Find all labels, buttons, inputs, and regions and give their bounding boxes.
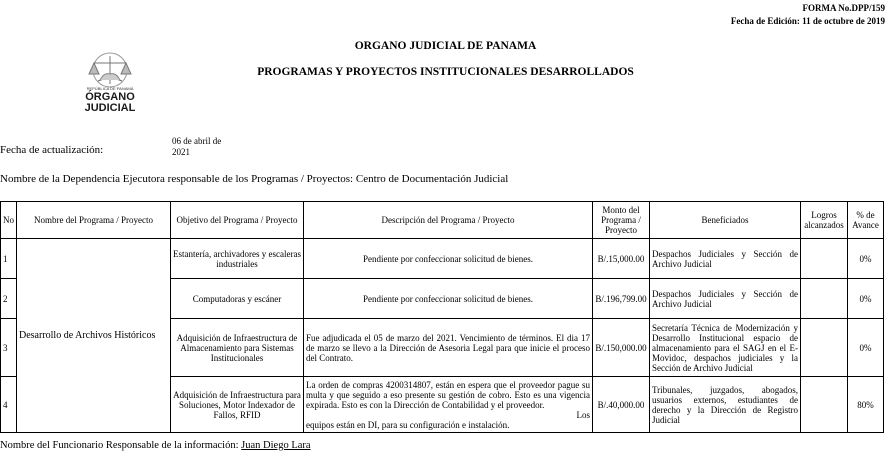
update-date-line1: 06 de abril de — [172, 136, 222, 146]
programs-table — [0, 201, 884, 433]
header-no: No — [1, 202, 17, 239]
update-date-line2: 2021 — [172, 147, 190, 157]
cell-objetivo: Computadoras y escáner — [171, 279, 304, 319]
cell-objetivo: Adquisición de Infraestructura para Soluciones, Motor Indexador de Fallos, RFID — [171, 377, 304, 433]
cell-monto: B/.196,799.00 — [593, 279, 650, 319]
cell-objetivo: Adquisición de Infraestructura de Almacenamiento para Sistemas Institucionales — [171, 319, 304, 377]
cell-monto: B/.150,000.00 — [593, 319, 650, 377]
responsible-official — [0, 440, 311, 451]
cell-descripcion: Pendiente por confeccionar solicitud de bienes. — [304, 239, 593, 279]
cell-no: 2 — [1, 279, 17, 319]
cell-objetivo: Estantería, archivadores y escaleras industriales — [171, 239, 304, 279]
header-nombre: Nombre del Programa / Proyecto — [17, 202, 171, 239]
cell-avance: 0% — [848, 319, 884, 377]
cell-no: 3 — [1, 319, 17, 377]
dependencia-line: Nombre de la Dependencia Ejecutora responsable de los Programas / Proyectos: Centro de Documentación Judicial — [0, 173, 509, 185]
header-objetivo: Objetivo del Programa / Proyecto — [171, 202, 304, 239]
logo-line1: ÓRGANO — [85, 91, 135, 103]
header-descripcion: Descripción del Programa / Proyecto — [304, 202, 593, 239]
update-date — [172, 136, 221, 158]
cell-monto: B/.15,000.00 — [593, 239, 650, 279]
header-avance: % de Avance — [848, 202, 884, 239]
table-row — [1, 239, 884, 279]
footer-name: Juan Diego Lara — [241, 440, 311, 451]
footer-label: Nombre del Funcionario Responsable de la información: — [0, 440, 239, 451]
cell-logros — [801, 377, 848, 433]
update-label: Fecha de actualización: — [0, 144, 104, 156]
cell-beneficiados: Despachos Judiciales y Sección de Archivo Judicial — [650, 279, 801, 319]
cell-logros — [801, 319, 848, 377]
page-title: ORGANO JUDICIAL DE PANAMA — [354, 40, 537, 52]
cell-descripcion — [304, 377, 593, 433]
descripcion-part-a: La orden de compras 4200314807, están en espera que el proveedor pague su multa y que seguido a eso presente su gestión de cobro. Esto es una vigencia expirada. Esto es con la Dirección de Contabilidad y el proveedor. — [306, 379, 590, 410]
form-number: FORMA No.DPP/159 — [802, 3, 885, 13]
cell-avance: 0% — [848, 279, 884, 319]
header-logros: Logros alcanzados — [801, 202, 848, 239]
cell-monto: B/.40,000.00 — [593, 377, 650, 433]
organo-judicial-logo — [60, 50, 160, 112]
cell-logros — [801, 279, 848, 319]
cell-avance: 80% — [848, 377, 884, 433]
cell-descripcion: Pendiente por confeccionar solicitud de bienes. — [304, 279, 593, 319]
header-beneficiados: Beneficiados — [650, 202, 801, 239]
header-monto: Monto del Programa / Proyecto — [593, 202, 650, 239]
cell-descripcion: Fue adjudicada el 05 de marzo del 2021. Vencimiento de términos. El dia 17 de marzo se llevo a la Dirección de Asesoria Legal para que inicie el proceso del Contrato. — [304, 319, 593, 377]
descripcion-part-c: equipos están en DI, para su configuración e instalación. — [306, 419, 510, 430]
cell-beneficiados: Secretaría Técnica de Modernización y Desarrollo Institucional espacio de almacenamiento para el SAGJ en el E-Movidoc, despachos judiciales y la Sección de Archivo Judicial — [650, 319, 801, 377]
cell-programa: Desarrollo de Archivos Históricos — [17, 239, 171, 433]
descripcion-part-b: Los — [576, 409, 590, 420]
logo-line2: JUDICIAL — [84, 102, 136, 112]
cell-avance: 0% — [848, 239, 884, 279]
cell-no: 1 — [1, 239, 17, 279]
cell-beneficiados: Despachos Judiciales y Sección de Archivo Judicial — [650, 239, 801, 279]
cell-logros — [801, 239, 848, 279]
edition-date: Fecha de Edición: 11 de octubre de 2019 — [730, 16, 885, 26]
cell-beneficiados: Tribunales, juzgados, abogados, usuarios externos, estudiantes de derecho y la Dirección de Registro Judicial — [650, 377, 801, 433]
logo-arc-text: REPÚBLICA DE PANAMÁ — [86, 86, 134, 91]
page-subtitle: PROGRAMAS Y PROYECTOS INSTITUCIONALES DESARROLLADOS — [257, 66, 634, 78]
table-header-row — [1, 202, 884, 239]
justice-scale-icon — [89, 53, 131, 87]
cell-no: 4 — [1, 377, 17, 433]
